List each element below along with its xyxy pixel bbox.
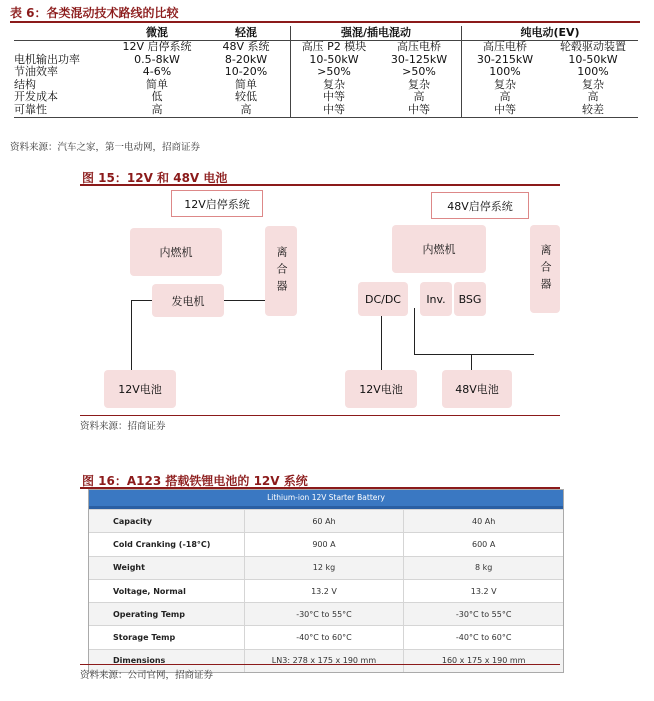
cell: 10-50kW bbox=[568, 52, 618, 66]
row-label: 可靠性 bbox=[14, 104, 112, 117]
connector-line bbox=[414, 354, 534, 355]
cell: >50% bbox=[402, 65, 436, 79]
cell: 10-20% bbox=[224, 65, 268, 79]
cell: 0.5-8kW bbox=[134, 52, 180, 66]
cell: 高压电桥 bbox=[462, 41, 549, 54]
cell: 高 bbox=[587, 90, 599, 104]
cell: 4-6% bbox=[142, 65, 172, 79]
battery-48v-box: 48V电池 bbox=[442, 370, 512, 408]
cell: >50% bbox=[291, 66, 378, 79]
spec-value-b: 40 Ah bbox=[404, 510, 563, 533]
cell: 复杂 bbox=[291, 79, 378, 92]
cell: 48V 系统 bbox=[222, 40, 270, 53]
group-header-ev: 纯电动(EV) bbox=[462, 26, 639, 41]
group-header-strong-phev: 强混/插电混动 bbox=[291, 26, 462, 41]
cell: 30-125kW bbox=[390, 52, 448, 66]
table6-source: 资料来源：汽车之家，第一电动网，招商证券 bbox=[10, 142, 201, 153]
cell: 中等 bbox=[291, 91, 378, 104]
connector-line bbox=[131, 300, 152, 301]
table6-top-rule bbox=[10, 21, 640, 23]
spec-value-a: -40°C to 60°C bbox=[244, 626, 404, 649]
figure16-bottom-rule bbox=[80, 664, 560, 665]
clutch-box-48v: 离合器 bbox=[530, 225, 560, 313]
row-label: 电机输出功率 bbox=[14, 52, 80, 66]
table-row bbox=[89, 556, 563, 579]
inverter-box: Inv. bbox=[420, 282, 452, 316]
row-label: 节油效率 bbox=[14, 65, 58, 79]
table-row bbox=[89, 533, 563, 556]
cell: 低 bbox=[151, 90, 163, 104]
battery-12v-box: 12V电池 bbox=[104, 370, 176, 408]
figure15-bottom-rule bbox=[80, 415, 560, 416]
spec-value-a: -30°C to 55°C bbox=[244, 603, 404, 626]
table-row bbox=[14, 41, 638, 54]
cell: 较差 bbox=[548, 104, 638, 117]
spec-value-b: 160 x 175 x 190 mm bbox=[404, 649, 563, 672]
group-header-micro: 微混 bbox=[112, 26, 202, 41]
table-row bbox=[89, 626, 563, 649]
group-header-mild: 轻混 bbox=[202, 26, 291, 41]
cell: 10-50kW bbox=[291, 54, 378, 67]
cell: 30-215kW bbox=[462, 54, 549, 67]
engine-box-48v: 内燃机 bbox=[392, 225, 486, 273]
generator-box: 发电机 bbox=[152, 284, 224, 317]
spec-value-a: 60 Ah bbox=[244, 510, 404, 533]
cell: 较低 bbox=[235, 90, 257, 104]
cell: 高 bbox=[202, 104, 291, 117]
row-label bbox=[14, 41, 112, 54]
table-row bbox=[89, 603, 563, 626]
connector-line bbox=[414, 308, 415, 354]
spec-label: Weight bbox=[89, 556, 244, 579]
table-row bbox=[89, 510, 563, 533]
spec-value-a: 900 A bbox=[244, 533, 404, 556]
spec-label: Voltage, Normal bbox=[89, 579, 244, 602]
row-label: 开发成本 bbox=[14, 90, 58, 104]
cell: 12V 启停系统 bbox=[122, 40, 192, 53]
connector-line bbox=[131, 300, 132, 372]
figure16-caption: 图 16：A123 搭载铁锂电池的 12V 系统 bbox=[82, 474, 308, 488]
header-blank bbox=[14, 26, 112, 41]
spec-value-a: 13.2 V bbox=[244, 579, 404, 602]
table-row bbox=[14, 66, 638, 79]
table-row bbox=[89, 579, 563, 602]
bsg-box: BSG bbox=[454, 282, 486, 316]
table-header-row bbox=[14, 26, 638, 41]
spec-label: Dimensions bbox=[89, 649, 244, 672]
spec-value-b: -40°C to 60°C bbox=[404, 626, 563, 649]
figure15-source: 资料来源：招商证券 bbox=[80, 421, 166, 432]
figure16-source: 资料来源：公司官网，招商证券 bbox=[80, 670, 214, 681]
system-title-48v: 48V启停系统 bbox=[431, 192, 529, 219]
figure15-caption: 图 15：12V 和 48V 电池 bbox=[82, 171, 228, 185]
cell: 复杂 bbox=[582, 77, 604, 91]
cell: 100% bbox=[577, 65, 609, 79]
cell: 中等 bbox=[291, 104, 378, 117]
spec-label: Storage Temp bbox=[89, 626, 244, 649]
row-label: 结构 bbox=[14, 77, 36, 91]
figure15-top-rule bbox=[80, 184, 560, 186]
battery-spec-table bbox=[88, 489, 564, 673]
cell: 高压电桥 bbox=[397, 40, 441, 53]
system-title-12v: 12V启停系统 bbox=[171, 190, 263, 217]
cell: 复杂 bbox=[408, 77, 430, 91]
spec-value-b: 8 kg bbox=[404, 556, 563, 579]
cell: 简单 bbox=[146, 77, 168, 91]
cell: 高压 P2 模块 bbox=[291, 41, 378, 54]
cell: 高 bbox=[112, 104, 202, 117]
spec-value-b: -30°C to 55°C bbox=[404, 603, 563, 626]
battery-table-title: Lithium-ion 12V Starter Battery bbox=[89, 490, 563, 509]
battery-spec-grid bbox=[89, 509, 563, 672]
spec-value-b: 600 A bbox=[404, 533, 563, 556]
hybrid-comparison-table bbox=[14, 26, 638, 118]
table-row bbox=[14, 104, 638, 117]
spec-label: Cold Cranking (-18°C) bbox=[89, 533, 244, 556]
spec-label: Capacity bbox=[89, 510, 244, 533]
cell: 高 bbox=[462, 91, 549, 104]
connector-line bbox=[381, 316, 382, 372]
spec-value-a: 12 kg bbox=[244, 556, 404, 579]
cell: 100% bbox=[462, 66, 549, 79]
table6-caption: 表 6：各类混动技术路线的比较 bbox=[10, 6, 179, 20]
spec-value-a: LN3: 278 x 175 x 190 mm bbox=[244, 649, 404, 672]
clutch-box-12v: 离合器 bbox=[265, 226, 297, 316]
cell: 中等 bbox=[377, 104, 462, 117]
cell: 8-20kW bbox=[224, 52, 268, 66]
cell: 高 bbox=[413, 90, 425, 104]
cell: 简单 bbox=[235, 77, 257, 91]
cell: 复杂 bbox=[462, 79, 549, 92]
cell: 轮毂驱动装置 bbox=[560, 40, 626, 53]
dcdc-box: DC/DC bbox=[358, 282, 408, 316]
battery-12v-box-right: 12V电池 bbox=[345, 370, 417, 408]
cell: 中等 bbox=[462, 104, 549, 117]
spec-value-b: 13.2 V bbox=[404, 579, 563, 602]
engine-box-12v: 内燃机 bbox=[130, 228, 222, 276]
spec-label: Operating Temp bbox=[89, 603, 244, 626]
